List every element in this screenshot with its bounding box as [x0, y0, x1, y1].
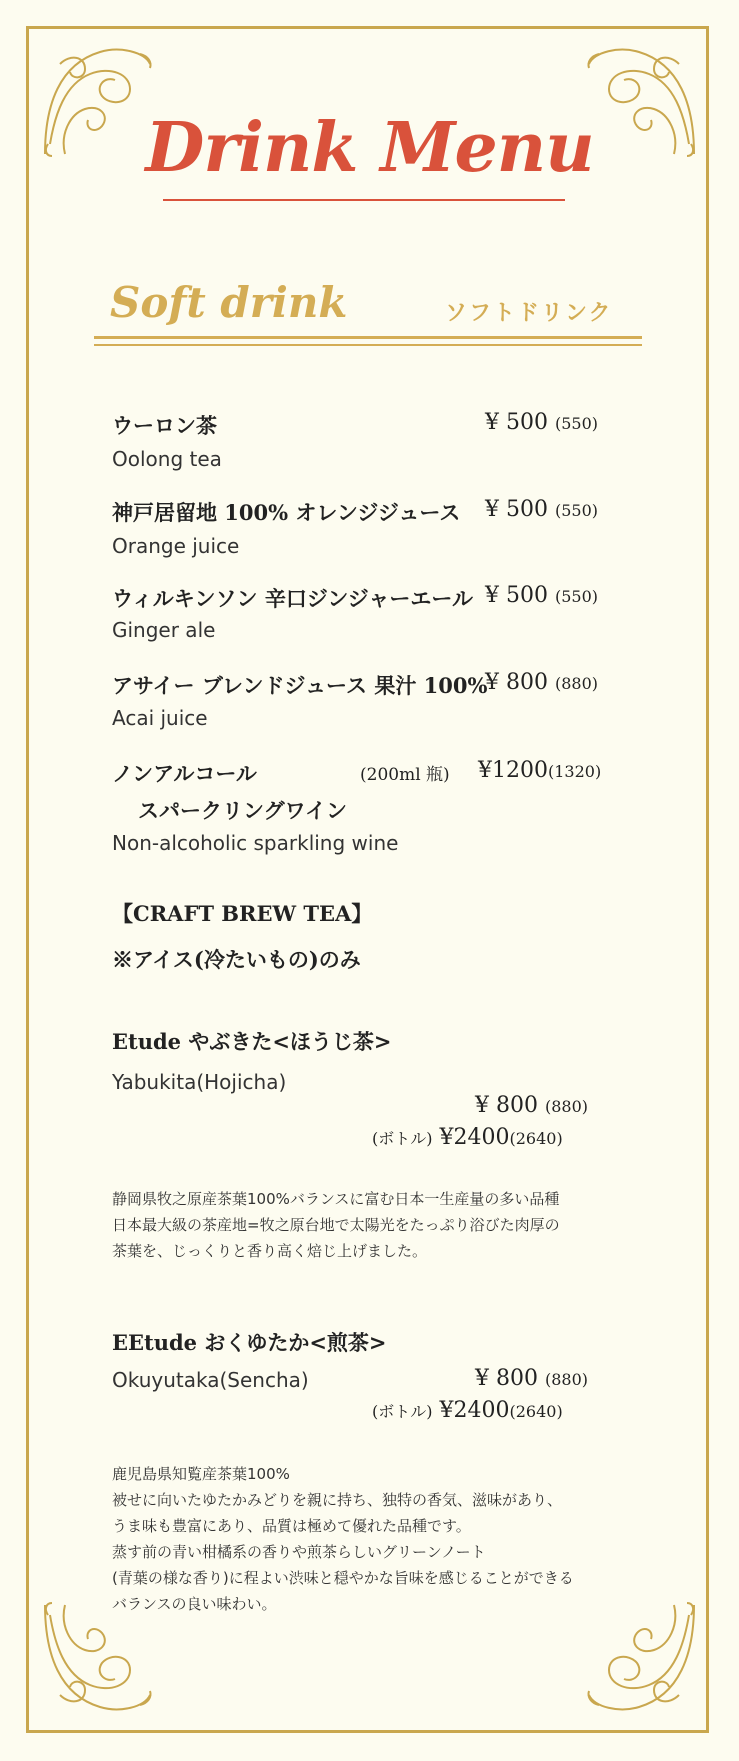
section-divider: [94, 344, 642, 346]
item-volume-note: (200ml 瓶): [360, 765, 450, 785]
tea-bottle-price: (ボトル) ¥2400(2640): [372, 1398, 563, 1423]
menu-title: Drink Menu: [145, 108, 594, 188]
tea-name: EEtude おくゆたか<煎茶>: [112, 1330, 387, 1355]
item-price: ¥ 500 (550): [485, 497, 599, 522]
item-name-jp: 神戸居留地 100% オレンジジュース: [112, 500, 461, 525]
craft-tea-heading: 【CRAFT BREW TEA】: [112, 901, 373, 926]
item-name-en: Oolong tea: [112, 447, 222, 471]
item-price: ¥1200(1320): [478, 758, 602, 783]
tea-price: ¥ 800 (880): [475, 1093, 589, 1118]
item-name-jp: ノンアルコール: [112, 761, 257, 786]
item-name-en: Ginger ale: [112, 618, 216, 642]
title-divider: [163, 199, 565, 201]
item-name-en: Acai juice: [112, 706, 208, 730]
tea-name-en: Okuyutaka(Sencha): [112, 1368, 309, 1392]
item-name-en: Non-alcoholic sparkling wine: [112, 831, 399, 855]
section-divider: [94, 336, 642, 339]
item-name-en: Orange juice: [112, 534, 240, 558]
corner-flourish-icon: [40, 1600, 155, 1715]
tea-name: Etude やぶきた<ほうじ茶>: [112, 1029, 392, 1054]
item-name-jp: ウィルキンソン 辛口ジンジャーエール: [112, 586, 473, 611]
section-title: Soft drink: [110, 278, 348, 327]
item-price: ¥ 800 (880): [485, 670, 599, 695]
item-price: ¥ 500 (550): [485, 410, 599, 435]
tea-price: ¥ 800 (880): [475, 1366, 589, 1391]
item-price: ¥ 500 (550): [485, 583, 599, 608]
section-title-jp: ソフトドリンク: [445, 301, 613, 326]
craft-tea-note: ※アイス(冷たいもの)のみ: [112, 947, 361, 972]
tea-description: 静岡県牧之原産茶葉100%バランスに富む日本一生産量の多い品種 日本最大級の茶産地=牧之原台地で太陽光をたっぷり浴びた肉厚の 茶葉を、じっくりと香り高く焙じ上げました。: [112, 1190, 560, 1260]
tea-bottle-price: (ボトル) ¥2400(2640): [372, 1125, 563, 1150]
item-name-jp-line2: スパークリングワイン: [138, 798, 347, 823]
tea-description: 鹿児島県知覧産茶葉100% 被せに向いたゆたかみどりを親に持ち、独特の香気、滋味があり、 うま味も豊富にあり、品質は極めて優れた品種です。 蒸す前の青い柑橘系の香りや煎茶らしいグリーンノート (青葉の様な香り)に程よい渋味と穏やかな旨味を感じることができる バランスの良い味わい。: [112, 1465, 574, 1613]
corner-flourish-icon: [584, 1600, 699, 1715]
tea-name-en: Yabukita(Hojicha): [112, 1070, 287, 1094]
item-name-jp: ウーロン茶: [112, 413, 217, 438]
item-name-jp: アサイー ブレンドジュース 果汁 100%: [112, 673, 488, 698]
